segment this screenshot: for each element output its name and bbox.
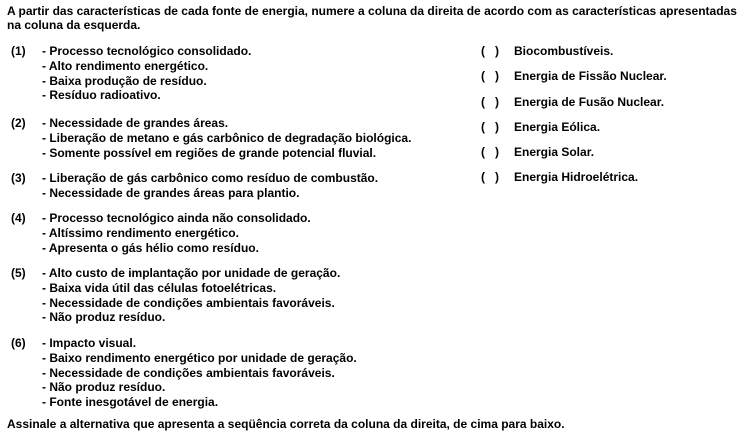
group-number: (2) bbox=[11, 116, 26, 130]
group-lines bbox=[42, 211, 311, 255]
characteristic-line: - Baixo rendimento energético por unidade de geração. bbox=[42, 350, 357, 365]
energy-option-label: Biocombustíveis. bbox=[514, 44, 614, 58]
characteristic-line: - Liberação de gás carbônico como resíduo de combustão. bbox=[42, 171, 379, 185]
energy-option-label: Energia de Fusão Nuclear. bbox=[514, 95, 665, 109]
characteristic-line: - Impacto visual. bbox=[42, 336, 137, 350]
energy-option bbox=[481, 44, 613, 58]
answer-blank[interactable]: ( ) bbox=[481, 69, 499, 83]
characteristic-line: - Necessidade de grandes áreas. bbox=[42, 116, 229, 130]
characteristic-line: - Processo tecnológico ainda não consolidado. bbox=[42, 211, 311, 225]
group-lines bbox=[42, 116, 411, 160]
answer-blank[interactable]: ( ) bbox=[481, 120, 499, 134]
group-number: (4) bbox=[11, 211, 26, 225]
answer-blank[interactable]: ( ) bbox=[481, 170, 499, 184]
characteristic-line: - Necessidade de grandes áreas para plantio. bbox=[42, 185, 300, 200]
group-number: (6) bbox=[11, 336, 26, 350]
characteristic-line: - Alto rendimento energético. bbox=[42, 58, 209, 73]
characteristic-line: - Fonte inesgotável de energia. bbox=[42, 395, 219, 410]
energy-option-label: Energia Hidroelétrica. bbox=[514, 170, 639, 184]
energy-option-label: Energia de Fissão Nuclear. bbox=[514, 69, 667, 83]
characteristic-line: - Necessidade de condições ambientais favoráveis. bbox=[42, 365, 335, 380]
characteristic-line: - Apresenta o gás hélio como resíduo. bbox=[42, 240, 259, 255]
characteristic-line: - Não produz resíduo. bbox=[42, 310, 166, 325]
answer-blank[interactable]: ( ) bbox=[481, 44, 499, 58]
answer-blank[interactable]: ( ) bbox=[481, 145, 499, 159]
question-intro: A partir das características de cada fonte de energia, numere a coluna da direita de acordo com as características apresentadas na coluna da esquerda. bbox=[7, 4, 737, 32]
energy-option bbox=[481, 145, 594, 159]
group-lines bbox=[42, 171, 378, 201]
energy-option bbox=[481, 69, 667, 83]
group-lines bbox=[42, 44, 251, 103]
characteristic-line: - Altíssimo rendimento energético. bbox=[42, 225, 239, 240]
group-number: (1) bbox=[11, 44, 26, 58]
energy-option-label: Energia Eólica. bbox=[514, 120, 601, 134]
answer-blank[interactable]: ( ) bbox=[481, 95, 499, 109]
characteristic-line: - Necessidade de condições ambientais favoráveis. bbox=[42, 295, 335, 310]
question-instruction: Assinale a alternativa que apresenta a seqüência correta da coluna da direita, de cima para baixo. bbox=[7, 417, 565, 431]
group-number: (5) bbox=[11, 266, 26, 280]
characteristic-line: - Baixa produção de resíduo. bbox=[42, 73, 207, 88]
characteristic-line: - Baixa vida útil das células fotoelétricas. bbox=[42, 280, 277, 295]
energy-option bbox=[481, 120, 600, 134]
group-lines bbox=[42, 336, 357, 410]
characteristic-line: - Resíduo radioativo. bbox=[42, 88, 161, 103]
energy-option bbox=[481, 95, 664, 109]
characteristic-line: - Alto custo de implantação por unidade de geração. bbox=[42, 266, 341, 280]
characteristic-line: - Liberação de metano e gás carbônico de degradação biológica. bbox=[42, 130, 412, 145]
characteristic-line: - Somente possível em regiões de grande potencial fluvial. bbox=[42, 145, 377, 160]
characteristic-line: - Não produz resíduo. bbox=[42, 380, 166, 395]
characteristic-line: - Processo tecnológico consolidado. bbox=[42, 44, 252, 58]
energy-option-label: Energia Solar. bbox=[514, 145, 595, 159]
group-number: (3) bbox=[11, 171, 26, 185]
group-lines bbox=[42, 266, 340, 325]
energy-option bbox=[481, 170, 638, 184]
